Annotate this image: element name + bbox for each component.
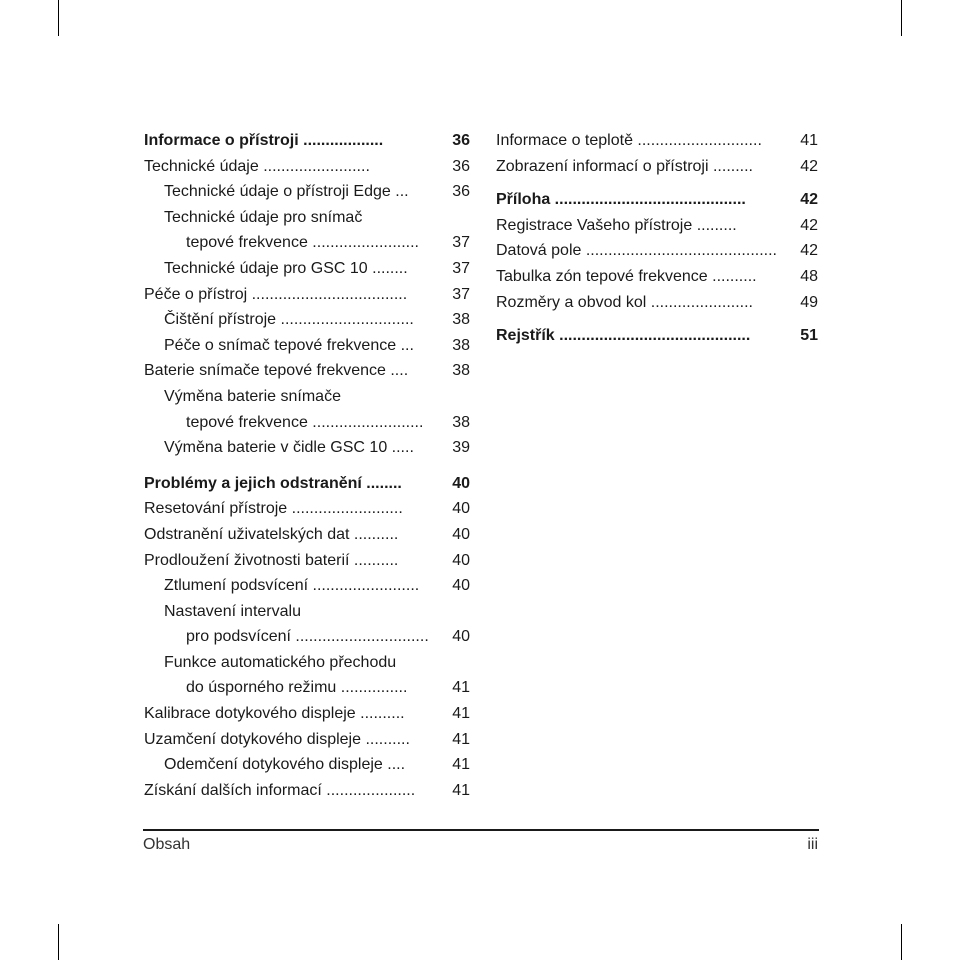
toc-entry-page-number: 51 xyxy=(798,323,818,349)
toc-entry[interactable] xyxy=(144,333,470,359)
toc-entry-page-number: 36 xyxy=(450,179,470,205)
toc-entry-leader: .................... xyxy=(321,781,416,799)
toc-entry-title: Problémy a jejich odstranění xyxy=(144,474,362,492)
toc-entry[interactable] xyxy=(144,548,470,574)
toc-entry-leader: ... xyxy=(390,183,409,201)
toc-entry[interactable] xyxy=(144,384,470,410)
toc-entry-title: Prodloužení životnosti baterií xyxy=(144,551,350,569)
toc-entry[interactable] xyxy=(496,290,818,316)
toc-entry-leader: .......... xyxy=(355,705,405,723)
toc-entry-page-number: 42 xyxy=(798,154,818,180)
toc-entry-page-number: 37 xyxy=(450,256,470,282)
toc-entry-page-number: 40 xyxy=(450,548,470,574)
toc-entry-page-number: 41 xyxy=(450,701,470,727)
toc-entry[interactable] xyxy=(496,128,818,154)
toc-entry-leader: ........................ xyxy=(258,157,370,175)
crop-mark-top-left xyxy=(58,0,59,36)
toc-entry-leader: ... xyxy=(396,336,414,354)
toc-entry-leader: ......... xyxy=(708,157,753,175)
toc-entry-title: Registrace Vašeho přístroje xyxy=(496,216,693,234)
toc-entry-page-number: 41 xyxy=(450,675,470,701)
toc-entry-page-number: 36 xyxy=(450,154,470,180)
toc-entry-leader: .............................. xyxy=(290,628,429,646)
toc-entry-title: Příloha xyxy=(496,191,551,209)
toc-entry-title: Tabulka zón tepové frekvence xyxy=(496,267,708,285)
toc-entry-leader: .............................. xyxy=(276,311,414,329)
toc-entry-title: Informace o teplotě xyxy=(496,132,633,149)
toc-entry[interactable] xyxy=(144,179,470,205)
toc-entry-page-number: 38 xyxy=(450,358,470,384)
toc-entry[interactable] xyxy=(144,624,470,650)
toc-entry-page-number: 36 xyxy=(450,128,470,154)
toc-entry[interactable] xyxy=(496,213,818,239)
toc-entry[interactable] xyxy=(144,307,470,333)
toc-entry-leader: ........................................... xyxy=(550,191,746,209)
toc-entry-title: Nastavení intervalu xyxy=(164,602,301,620)
toc-entry-title: Uzamčení dotykového displeje xyxy=(144,730,362,748)
toc-entry-title: Technické údaje pro snímač xyxy=(164,208,363,226)
toc-entry-title: Péče o přístroj xyxy=(144,285,248,303)
toc-entry-page-number: 49 xyxy=(798,290,818,316)
toc-entry-title: Baterie snímače tepové frekvence xyxy=(144,362,386,380)
toc-entry-title: Funkce automatického přechodu xyxy=(164,653,397,671)
toc-entry-title: Resetování přístroje xyxy=(144,500,288,518)
toc-entry-title: Rejstřík xyxy=(496,327,555,345)
toc-entry-leader: ......... xyxy=(692,216,737,234)
toc-entry-leader: ................................... xyxy=(247,285,408,303)
toc-entry-title: Výměna baterie v čidle GSC 10 xyxy=(164,439,388,457)
toc-entry-leader: ..... xyxy=(387,439,414,457)
toc-entry[interactable] xyxy=(144,727,470,753)
toc-entry[interactable] xyxy=(496,154,818,180)
toc-entry-page-number: 48 xyxy=(798,264,818,290)
toc-entry[interactable] xyxy=(144,282,470,308)
toc-entry-page-number: 38 xyxy=(450,333,470,359)
toc-entry-page-number: 37 xyxy=(450,230,470,256)
toc-entry[interactable] xyxy=(496,238,818,264)
toc-entry-leader: .......... xyxy=(349,525,399,543)
footer-page-number: iii xyxy=(807,836,818,853)
toc-entry-title: pro podsvícení xyxy=(186,628,291,646)
toc-entry-title: tepové frekvence xyxy=(186,413,308,431)
crop-mark-bottom-right xyxy=(901,924,902,960)
toc-entry-leader: .................. xyxy=(298,132,384,149)
toc-entry-leader: .... xyxy=(382,756,406,774)
toc-entry[interactable] xyxy=(144,435,470,461)
toc-entry-page-number: 41 xyxy=(798,128,818,154)
toc-entry-title: Čištění přístroje xyxy=(164,311,277,329)
toc-left-column xyxy=(144,128,470,803)
toc-entry[interactable] xyxy=(496,264,818,290)
toc-entry-title: Ztlumení podsvícení xyxy=(164,577,309,595)
toc-entry-leader: ............................ xyxy=(632,132,762,149)
toc-entry-title: Technické údaje xyxy=(144,157,259,175)
toc-entry-page-number: 41 xyxy=(450,752,470,778)
toc-entry[interactable] xyxy=(144,256,470,282)
toc-entry-page-number: 40 xyxy=(450,573,470,599)
toc-entry-leader: ........................ xyxy=(307,234,419,252)
toc-entry-page-number: 41 xyxy=(450,727,470,753)
toc-entry-title: Získání dalších informací xyxy=(144,781,322,799)
toc-entry-leader: ......................... xyxy=(307,413,424,431)
toc-entry[interactable] xyxy=(496,187,818,213)
toc-entry-page-number: 38 xyxy=(450,307,470,333)
toc-entry-leader: .......... xyxy=(349,551,399,569)
toc-entry-page-number: 37 xyxy=(450,282,470,308)
toc-entry-title: do úsporného režimu xyxy=(186,679,337,697)
toc-entry-page-number: 42 xyxy=(798,238,818,264)
toc-entry-page-number: 40 xyxy=(450,496,470,522)
toc-entry-leader: ....................... xyxy=(646,293,753,311)
toc-entry-page-number: 39 xyxy=(450,435,470,461)
toc-entry-title: Výměna baterie snímače xyxy=(164,387,341,405)
toc-entry-title: Kalibrace dotykového displeje xyxy=(144,705,356,723)
toc-entry-leader: ............... xyxy=(336,679,408,697)
toc-entry-leader: .... xyxy=(385,362,409,380)
toc-entry-leader: ......................... xyxy=(287,500,403,518)
toc-entry-title: Odemčení dotykového displeje xyxy=(164,756,383,774)
toc-entry[interactable] xyxy=(144,650,470,676)
toc-entry-title: Zobrazení informací o přístroji xyxy=(496,157,709,175)
toc-entry-page-number: 40 xyxy=(450,624,470,650)
toc-entry[interactable] xyxy=(144,573,470,599)
crop-mark-bottom-left xyxy=(58,924,59,960)
toc-entry[interactable] xyxy=(496,323,818,349)
toc-entry-page-number: 40 xyxy=(450,522,470,548)
toc-entry-page-number: 40 xyxy=(450,471,470,497)
toc-entry[interactable] xyxy=(144,128,470,154)
toc-entry-leader: ........................ xyxy=(308,577,420,595)
toc-entry-leader: ........................................... xyxy=(554,327,751,345)
toc-entry[interactable] xyxy=(144,778,470,804)
toc-entry-title: Technické údaje o přístroji Edge xyxy=(164,183,391,201)
toc-entry[interactable] xyxy=(144,471,470,497)
toc-entry[interactable] xyxy=(144,358,470,384)
toc-entry-leader: ........ xyxy=(361,474,402,492)
toc-entry[interactable] xyxy=(144,496,470,522)
toc-entry[interactable] xyxy=(144,752,470,778)
toc-entry-title: Rozměry a obvod kol xyxy=(496,293,647,311)
toc-entry-leader: .......... xyxy=(361,730,410,748)
toc-entry-title: Informace o přístroji xyxy=(144,132,299,149)
toc-entry-page-number: 42 xyxy=(798,187,818,213)
toc-entry-title: Péče o snímač tepové frekvence xyxy=(164,336,397,354)
toc-entry[interactable] xyxy=(144,154,470,180)
toc-entry-leader: .......... xyxy=(707,267,757,285)
toc-entry[interactable] xyxy=(144,230,470,256)
toc-entry-page-number: 38 xyxy=(450,410,470,436)
toc-entry-page-number: 41 xyxy=(450,778,470,804)
toc-entry-title: Odstranění uživatelských dat xyxy=(144,525,350,543)
toc-entry-title: tepové frekvence xyxy=(186,234,308,252)
crop-mark-top-right xyxy=(901,0,902,36)
toc-entry-leader: ........................................... xyxy=(581,242,777,260)
toc-entry[interactable] xyxy=(144,410,470,436)
toc-entry[interactable] xyxy=(144,675,470,701)
toc-entry-title: Datová pole xyxy=(496,242,582,260)
toc-entry-leader: ........ xyxy=(367,259,408,277)
toc-entry[interactable] xyxy=(144,205,470,231)
toc-entry-page-number: 42 xyxy=(798,213,818,239)
toc-entry[interactable] xyxy=(144,599,470,625)
toc-entry[interactable] xyxy=(144,701,470,727)
footer-section-name: Obsah xyxy=(143,836,191,853)
toc-entry[interactable] xyxy=(144,522,470,548)
toc-entry-title: Technické údaje pro GSC 10 xyxy=(164,259,368,277)
footer-rule xyxy=(143,829,819,831)
toc-right-column xyxy=(496,128,818,349)
